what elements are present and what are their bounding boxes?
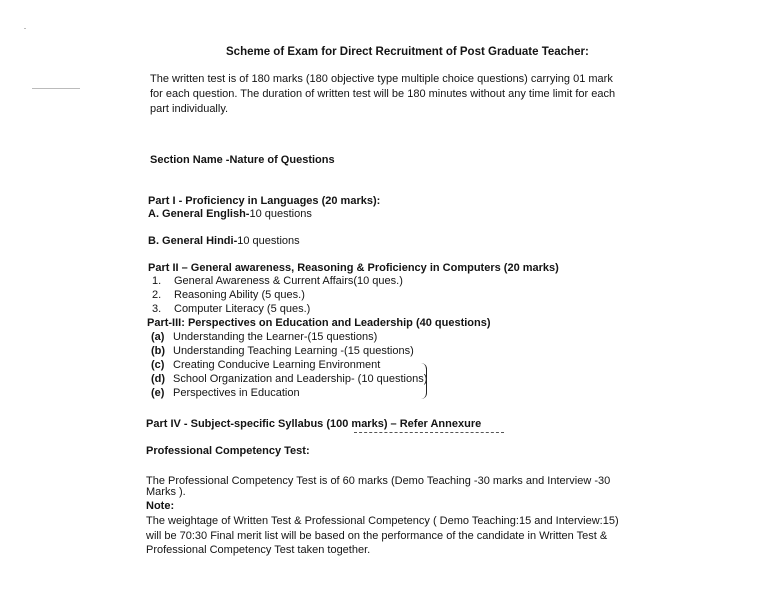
part1-item-a [148,208,312,221]
pct-line-2: Marks ). [146,486,186,498]
intro-line-2: for each question. The duration of written test will be 180 minutes without any time limit for each [150,88,616,100]
part1-item-a-label: A. General English- [148,208,250,220]
part3-item-text: Understanding the Learner-(15 questions) [173,331,378,343]
part3-heading: Part-III: Perspectives on Education and Leadership (40 questions) [147,317,491,329]
part3-item [151,373,427,386]
intro-line-1: The written test is of 180 marks (180 objective type multiple choice questions) carrying 01 mark [150,73,613,85]
part2-item-num: 2. [152,289,162,301]
part1-item-b-text: 10 questions [237,235,300,247]
part3-item-letter: (e) [151,387,165,399]
part2-item-num: 1. [152,275,162,287]
part3-item-text: Creating Conducive Learning Environment [173,359,381,371]
section-heading: Section Name -Nature of Questions [150,154,335,166]
part3-item-letter: (b) [151,345,166,357]
intro-line-3: part individually. [150,103,229,115]
part1-item-b [148,235,300,248]
pct-line-1: The Professional Competency Test is of 60 marks (Demo Teaching -30 marks and Interview -30 [146,475,611,487]
part1-item-b-label: B. General Hindi- [148,235,238,247]
part2-item [152,275,403,288]
grouping-brace [416,363,427,399]
dashed-underline [354,432,504,433]
part3-item-letter: (a) [151,331,165,343]
part2-item-text: Reasoning Ability (5 ques.) [174,289,305,301]
part3-item [151,331,377,344]
note-label: Note: [146,500,175,512]
part3-item-text: Perspectives in Education [173,387,300,399]
note-line-2: will be 70:30 Final merit list will be based on the performance of the candidate in Written Test & [146,530,608,542]
part2-item [152,303,310,316]
part3-item-text: School Organization and Leadership- (10 questions) [173,373,428,385]
part2-item [152,289,305,302]
part3-item-letter: (d) [151,373,166,385]
part2-heading: Part II – General awareness, Reasoning & Proficiency in Computers (20 marks) [148,262,559,274]
part1-item-a-text: 10 questions [249,208,312,220]
part2-item-text: Computer Literacy (5 ques.) [174,303,311,315]
note-line-1: The weightage of Written Test & Professional Competency ( Demo Teaching:15 and Interview:15) [146,515,619,527]
scan-speck [32,88,80,89]
part2-item-text: General Awareness & Current Affairs(10 ques.) [174,275,403,287]
document-title: Scheme of Exam for Direct Recruitment of Post Graduate Teacher: [226,46,589,58]
part2-item-num: 3. [152,303,162,315]
part1-heading: Part I - Proficiency in Languages (20 marks): [148,195,381,207]
part4-heading: Part IV - Subject-specific Syllabus (100 marks) – Refer Annexure [146,418,482,430]
scan-speck [24,28,26,29]
part3-item-letter: (c) [151,359,165,371]
note-line-3: Professional Competency Test taken together. [146,544,371,556]
pct-heading: Professional Competency Test: [146,445,310,457]
part3-item [151,345,414,358]
part3-item [151,359,380,372]
part3-item-text: Understanding Teaching Learning -(15 questions) [173,345,414,357]
part3-item [151,387,300,400]
